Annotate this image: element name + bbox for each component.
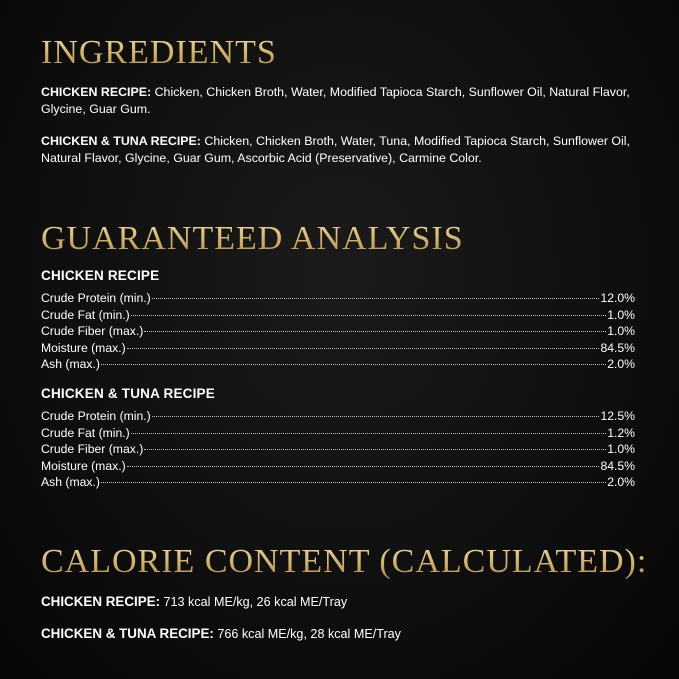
analysis-row-value: 1.0% bbox=[607, 324, 635, 338]
analysis-row bbox=[41, 474, 635, 491]
dot-leader bbox=[131, 315, 607, 316]
calorie-chicken-tuna-text: 766 kcal ME/kg, 28 kcal ME/Tray bbox=[213, 627, 401, 641]
ingredients-chicken-label: CHICKEN RECIPE: bbox=[41, 85, 152, 99]
analysis-row bbox=[41, 340, 635, 357]
analysis-chicken-label: CHICKEN RECIPE bbox=[41, 268, 160, 283]
dot-leader bbox=[144, 331, 606, 332]
calorie-chicken-tuna bbox=[41, 626, 401, 641]
ingredients-chicken-tuna-label: CHICKEN & TUNA RECIPE: bbox=[41, 134, 201, 148]
analysis-row bbox=[41, 307, 635, 324]
analysis-row-name: Crude Protein (min.) bbox=[41, 409, 151, 423]
dot-leader bbox=[101, 364, 606, 365]
analysis-heading: GUARANTEED ANALYSIS bbox=[41, 220, 464, 257]
ingredients-chicken-tuna-text: Chicken, Chicken Broth, Water, Tuna, Modified Tapioca Starch, Sunflower Oil, Natural Flavor, Glycine, Guar Gum, Ascorbic Acid (Preservative), Carmine Color. bbox=[41, 134, 630, 165]
dot-leader bbox=[127, 348, 600, 349]
analysis-row-name: Crude Protein (min.) bbox=[41, 291, 151, 305]
calorie-chicken-label: CHICKEN RECIPE: bbox=[41, 594, 161, 609]
dot-leader bbox=[127, 466, 600, 467]
calorie-heading: CALORIE CONTENT (CALCULATED): bbox=[41, 543, 648, 580]
analysis-chicken-table bbox=[41, 290, 635, 373]
analysis-row-name: Crude Fat (min.) bbox=[41, 307, 130, 322]
analysis-row-value: 2.0% bbox=[607, 475, 635, 489]
analysis-row-name: Crude Fat (min.) bbox=[41, 425, 130, 440]
ingredients-chicken-text: Chicken, Chicken Broth, Water, Modified Tapioca Starch, Sunflower Oil, Natural Flavor, Glycine, Guar Gum. bbox=[41, 85, 630, 116]
analysis-row bbox=[41, 356, 635, 373]
analysis-row-name: Ash (max.) bbox=[41, 357, 100, 371]
analysis-row-name: Crude Fiber (max.) bbox=[41, 442, 144, 456]
analysis-row bbox=[41, 290, 635, 307]
analysis-row bbox=[41, 323, 635, 340]
analysis-row bbox=[41, 408, 635, 425]
analysis-row-value: 12.5% bbox=[600, 409, 635, 423]
dot-leader bbox=[144, 449, 606, 450]
analysis-row-name: Crude Fiber (max.) bbox=[41, 324, 144, 338]
analysis-row bbox=[41, 425, 635, 442]
analysis-row-value: 84.5% bbox=[600, 340, 635, 355]
analysis-row-value: 1.2% bbox=[607, 425, 635, 440]
analysis-chicken-tuna-label: CHICKEN & TUNA RECIPE bbox=[41, 386, 215, 401]
analysis-row-value: 84.5% bbox=[600, 458, 635, 473]
dot-leader bbox=[131, 433, 607, 434]
analysis-row-name: Moisture (max.) bbox=[41, 340, 126, 355]
analysis-row-value: 12.0% bbox=[600, 291, 635, 305]
dot-leader bbox=[152, 298, 600, 299]
dot-leader bbox=[152, 416, 600, 417]
analysis-row bbox=[41, 458, 635, 475]
calorie-chicken-text: 713 kcal ME/kg, 26 kcal ME/Tray bbox=[160, 595, 348, 609]
calorie-chicken-tuna-label: CHICKEN & TUNA RECIPE: bbox=[41, 626, 214, 641]
analysis-chicken-tuna-table bbox=[41, 408, 635, 491]
analysis-row bbox=[41, 441, 635, 458]
ingredients-chicken bbox=[41, 84, 637, 118]
analysis-row-name: Moisture (max.) bbox=[41, 458, 126, 473]
calorie-chicken bbox=[41, 594, 347, 609]
analysis-row-value: 1.0% bbox=[607, 307, 635, 322]
dot-leader bbox=[101, 482, 606, 483]
analysis-row-value: 2.0% bbox=[607, 357, 635, 371]
ingredients-heading: INGREDIENTS bbox=[41, 34, 277, 71]
analysis-row-name: Ash (max.) bbox=[41, 475, 100, 489]
ingredients-chicken-tuna bbox=[41, 133, 637, 167]
analysis-row-value: 1.0% bbox=[607, 442, 635, 456]
